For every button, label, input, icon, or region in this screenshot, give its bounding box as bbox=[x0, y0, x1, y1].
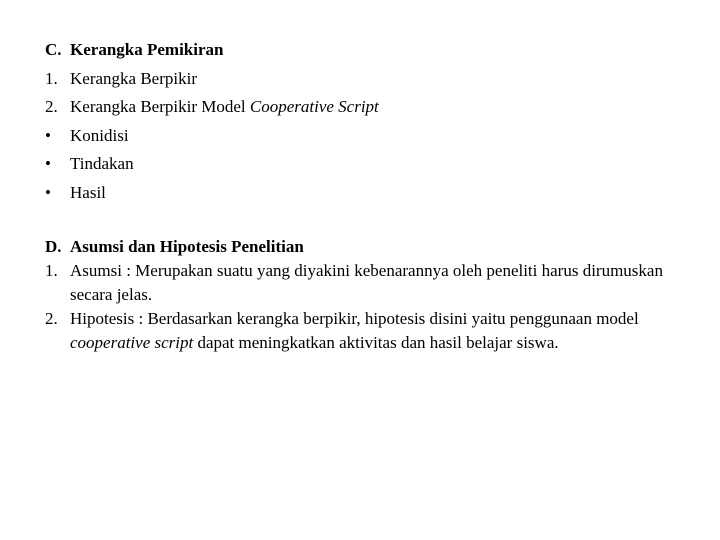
bullet-marker: • bbox=[45, 154, 51, 173]
list-item-text bbox=[70, 93, 685, 122]
section-d-title: Asumsi dan Hipotesis Penelitian bbox=[70, 237, 304, 256]
section-d-marker: D. bbox=[45, 237, 62, 256]
list-item-text: Kerangka Berpikir bbox=[70, 68, 197, 88]
list-item bbox=[45, 307, 685, 355]
list-marker: 2. bbox=[45, 309, 58, 328]
slide-content bbox=[45, 36, 685, 355]
list-item bbox=[45, 122, 685, 151]
section-c-title: Kerangka Pemikiran bbox=[70, 40, 224, 59]
list-item-text-regular: dapat meningkatkan aktivitas dan hasil belajar siswa. bbox=[193, 333, 559, 352]
list-item-text-regular: Hipotesis : Berdasarkan kerangka berpikir, hipotesis disini yaitu penggunaan model bbox=[70, 309, 639, 328]
list-item-text bbox=[70, 307, 680, 355]
bullet-marker: • bbox=[45, 182, 51, 202]
list-item bbox=[45, 93, 685, 122]
list-item bbox=[45, 150, 685, 179]
list-item bbox=[45, 259, 685, 307]
list-item-text: Konidisi bbox=[70, 125, 129, 145]
list-item bbox=[45, 65, 685, 94]
list-marker: 1. bbox=[45, 68, 58, 88]
section-c-marker: C. bbox=[45, 40, 62, 59]
section-d-heading bbox=[45, 235, 685, 259]
list-item-text-italic: cooperative script bbox=[70, 333, 194, 352]
section-spacer bbox=[45, 207, 685, 235]
list-item-text: Asumsi : Merupakan suatu yang diyakini kebenarannya oleh peneliti harus dirumuskan secara jelas. bbox=[70, 261, 663, 304]
bullet-marker: • bbox=[45, 125, 51, 145]
list-item-text: Hasil bbox=[70, 182, 106, 202]
list-item-text: Tindakan bbox=[70, 154, 134, 173]
list-marker: 1. bbox=[45, 261, 58, 280]
list-item-text-italic: Cooperative Script bbox=[249, 97, 379, 116]
section-c-heading bbox=[45, 36, 685, 65]
list-marker: 2. bbox=[45, 97, 58, 116]
list-item bbox=[45, 179, 685, 208]
list-item-text-regular: Kerangka Berpikir Model bbox=[70, 97, 250, 116]
